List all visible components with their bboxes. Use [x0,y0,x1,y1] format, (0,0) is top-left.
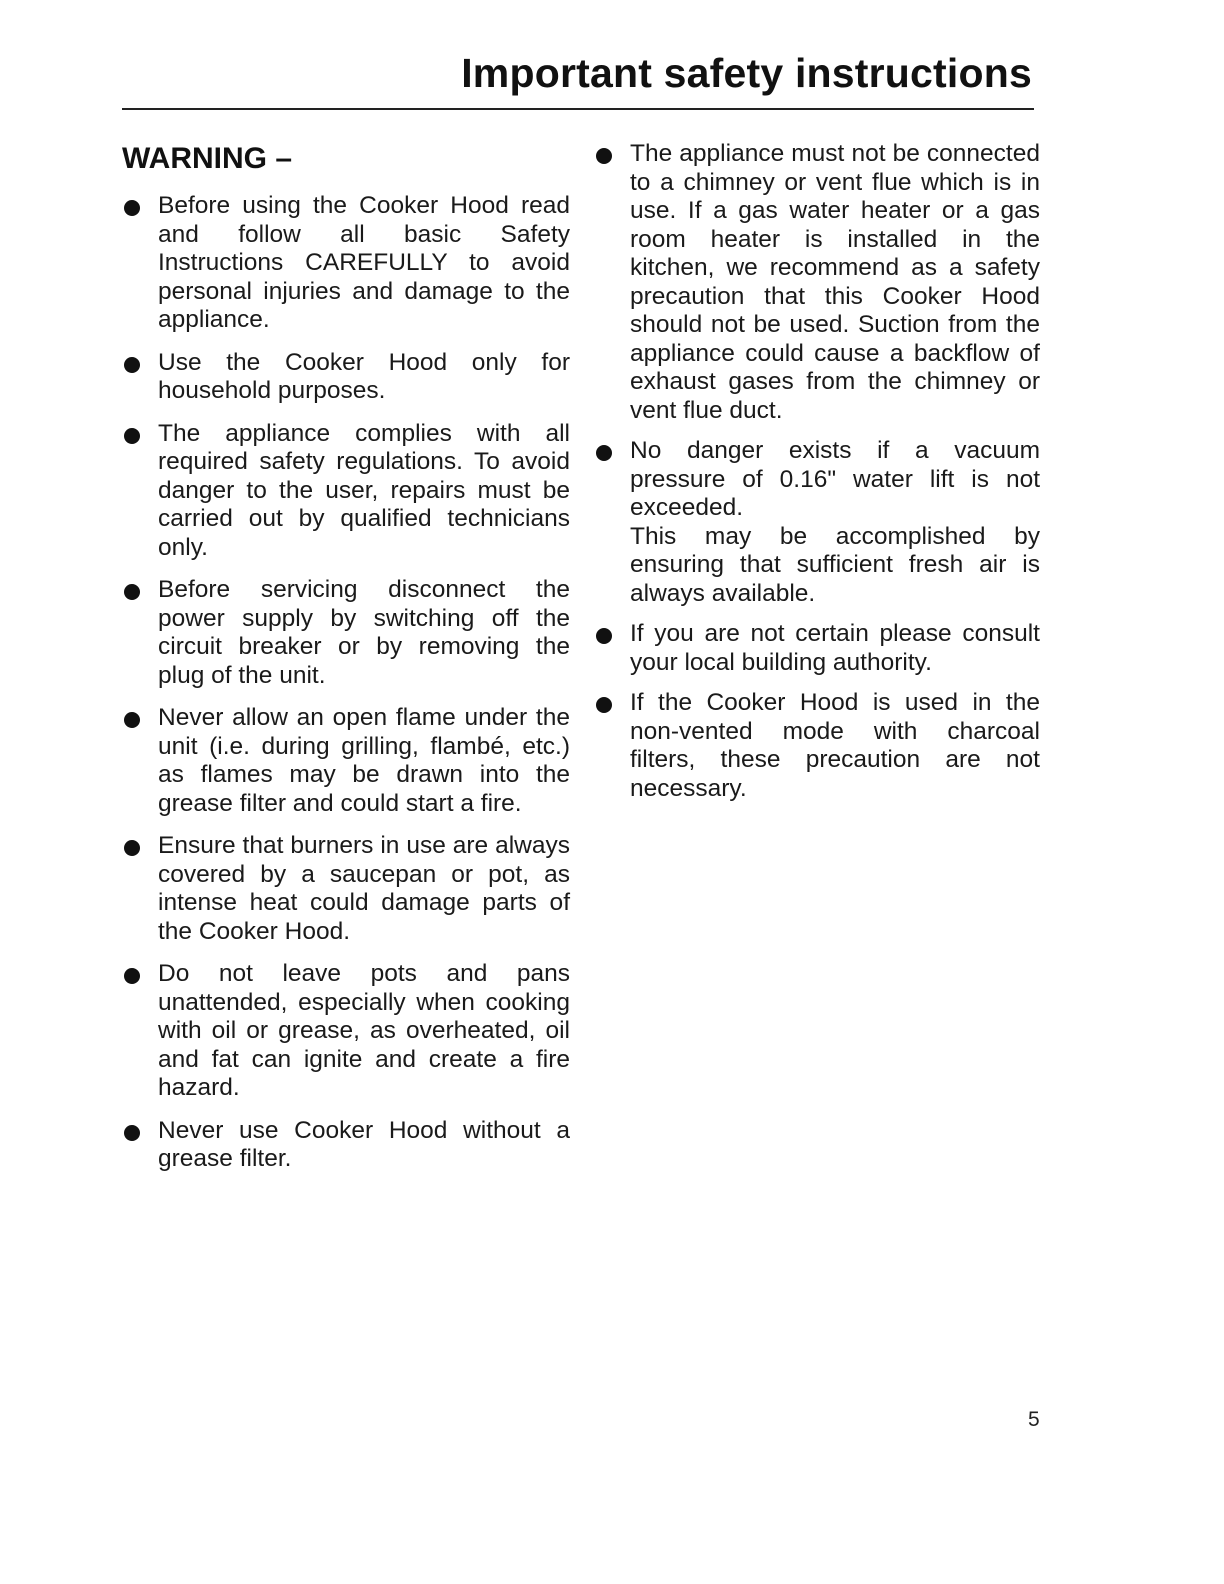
list-item [122,576,570,690]
bullet-icon [124,1125,140,1141]
bullet-icon [124,428,140,444]
bullet-icon [596,697,612,713]
right-column [594,140,1040,815]
bullet-icon [596,148,612,164]
bullet-icon [124,584,140,600]
list-item [122,832,570,946]
list-item [122,420,570,563]
list-item [122,192,570,335]
title-divider [122,108,1034,110]
list-item-text: Ensure that burners in use are always covered by a saucepan or pot, as intense heat could damage parts of the Cooker Hood. [158,832,570,945]
list-item-text: Before servicing disconnect the power supply by switching off the circuit breaker or by removing the plug of the unit. [158,576,570,689]
list-item-text: Never allow an open flame under the unit (i.e. during grilling, flambé, etc.) as flames may be drawn into the grease filter and could start a fire. [158,704,570,817]
list-item-text: Before using the Cooker Hood read and follow all basic Safety Instructions CAREFULLY to avoid personal injuries and damage to the appliance. [158,192,570,333]
list-item-text: If you are not certain please consult your local building authority. [630,620,1040,676]
bullet-icon [596,445,612,461]
right-safety-list [594,140,1040,803]
bullet-icon [124,200,140,216]
bullet-icon [124,712,140,728]
list-item-text: If the Cooker Hood is used in the non-vented mode with charcoal filters, these precaution are not necessary. [630,689,1040,802]
bullet-icon [124,357,140,373]
list-item-text: No danger exists if a vacuum pressure of 0.16" water lift is not exceeded. [630,437,1040,521]
list-item-text: Do not leave pots and pans unattended, especially when cooking with oil or grease, as overheated, oil and fat can ignite and create a fire hazard. [158,960,570,1101]
list-item [594,620,1040,677]
list-item [122,704,570,818]
list-item-text: The appliance must not be connected to a chimney or vent flue which is in use. If a gas water heater or a gas room heater is installed in the kitchen, we recommend as a safety precaution that this Cooker Hood should not be used. Suction from the appliance could cause a backflow of exhaust gases from the chimney or vent flue duct. [630,140,1040,424]
list-item-text: The appliance complies with all required safety regulations. To avoid danger to the user, repairs must be carried out by qualified technicians only. [158,419,570,561]
bullet-icon [596,628,612,644]
page-number: 5 [1028,1408,1040,1431]
list-item [122,960,570,1103]
list-item [122,349,570,406]
list-item [122,1117,570,1174]
warning-heading: WARNING – [122,142,293,175]
list-item [594,140,1040,425]
page-title: Important safety instructions [461,50,1032,96]
bullet-icon [124,840,140,856]
left-column [122,140,570,1188]
bullet-icon [124,968,140,984]
left-safety-list [122,192,570,1174]
list-item-text: Never use Cooker Hood without a grease filter. [158,1116,570,1172]
list-item [594,437,1040,608]
list-item-followup-text: This may be accomplished by ensuring that sufficient fresh air is always available. [630,522,1040,607]
list-item-text: Use the Cooker Hood only for household purposes. [158,348,570,404]
list-item [594,689,1040,803]
